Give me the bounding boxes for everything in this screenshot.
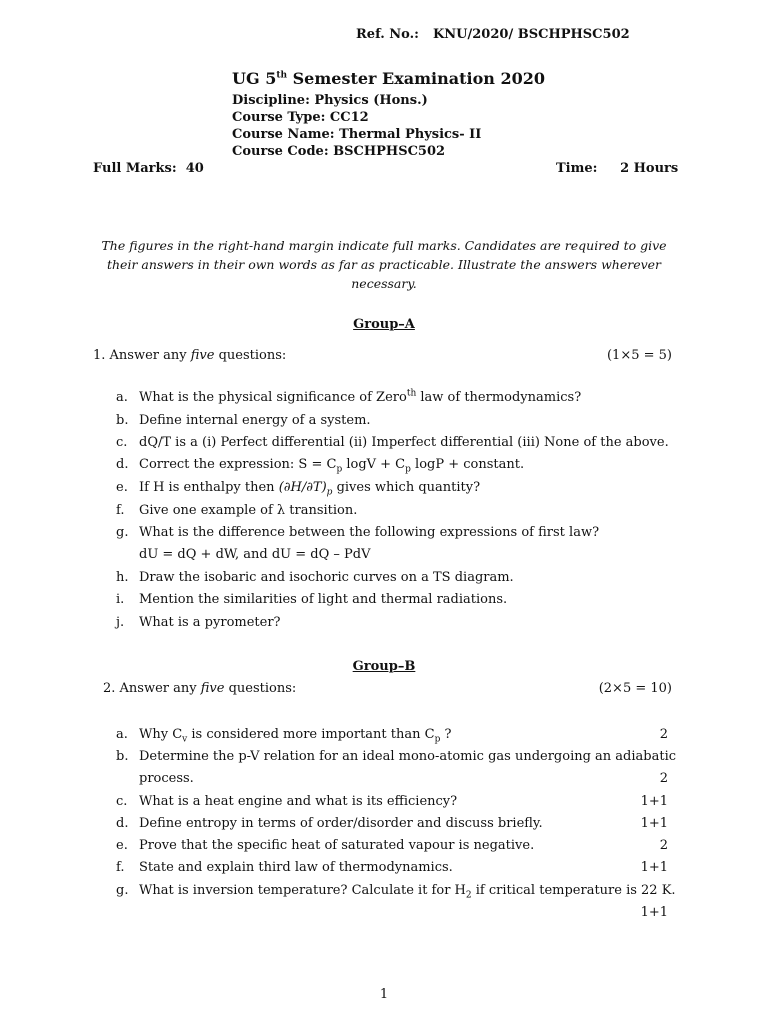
group-a-item-i: i. Mention the similarities of light and thermal radiations. [116,592,508,607]
group-a-item-b: b. Define internal energy of a system. [116,413,371,428]
ref-number: KNU/2020/ BSCHPHSC502 [433,27,630,42]
group-a-item-g: g. What is the difference between the following expressions of first law? [116,525,600,540]
page-number: 1 [379,987,389,1002]
group-a-heading: Group–A [353,317,415,332]
group-b-item-c-marks: 1+1 [640,794,668,809]
discipline: Discipline: Physics (Hons.) [232,93,428,108]
group-b-item-f-marks: 1+1 [640,860,668,875]
group-a-item-a: a. What is the physical significance of Zero$^{th}$ law of thermodynamics? [116,388,582,405]
exam-title: UG 5th Semester Examination 2020 [232,69,546,88]
group-b-item-a: a. Why $C_v$ is considered more important than $C_p$ ? 2 [116,727,668,745]
full-marks: Full Marks: 40 [93,161,204,176]
course-name: Course Name: Thermal Physics- II [232,127,482,142]
group-b-item-b-marks: 2 [659,771,668,786]
course-code: Course Code: BSCHPHSC502 [232,144,446,159]
group-a-item-f: f. Give one example of λ transition. [116,503,358,518]
group-b-item-e-marks: 2 [659,838,668,853]
group-b-heading: Group–B [352,659,416,674]
question-1-prompt: 1. Answer any five questions: [93,348,287,363]
group-b-item-f: f. State and explain third law of thermodynamics. 1+1 [116,858,676,878]
question-1-marks: (1×5 = 5) [606,348,672,363]
question-2-prompt: 2. Answer any five questions: [103,681,297,696]
question-2-marks: (2×5 = 10) [598,681,672,696]
group-b-item-d: d. Define entropy in terms of order/disorder and discuss briefly. 1+1 [116,814,676,834]
group-a-item-d: d. Correct the expression: $S = C_p$ $\log V + C_p$ logP + constant. [116,457,525,475]
group-b-item-d-marks: 1+1 [640,816,668,831]
group-a-item-g-expressions: dU = dQ + dW, and dU = dQ – PdV [139,547,371,562]
group-a-item-j: j. What is a pyrometer? [116,615,281,630]
time: Time: 2 Hours [556,161,679,176]
group-a-item-c: c. dQ/T is a (i) Perfect differential (ii) Imperfect differential (iii) None of the above. [116,435,669,450]
course-type: Course Type: CC12 [232,110,369,125]
group-b-item-b: b. Determine the p-V relation for an ideal mono-atomic gas undergoing an adiabatic [116,749,677,764]
group-b-item-c: c. What is a heat engine and what is its efficiency? 1+1 [116,792,676,812]
group-a-item-h: h. Draw the isobaric and isochoric curves on a TS diagram. [116,570,514,585]
group-b-item-b-continued: process. [139,771,194,786]
ref-label: Ref. No.: [356,27,419,42]
group-a-item-e: e. If H is enthalpy then $(\partial H/\partial T)_p$ gives which quantity? [116,480,481,498]
group-b-item-g-marks: 1+1 [640,905,668,920]
instructions: The figures in the right-hand margin indicate full marks. Candidates are required to give their answers in their own words as far as practicable. Illustrate the answers wherever necessary. [101,238,667,291]
group-b-item-e: e. Prove that the specific heat of saturated vapour is negative. 2 [116,836,676,856]
group-b-item-g: g. What is inversion temperature? Calculate it for $H_2$ if critical temperature is 22 K. [116,883,676,901]
group-b-item-a-marks: 2 [659,727,668,742]
